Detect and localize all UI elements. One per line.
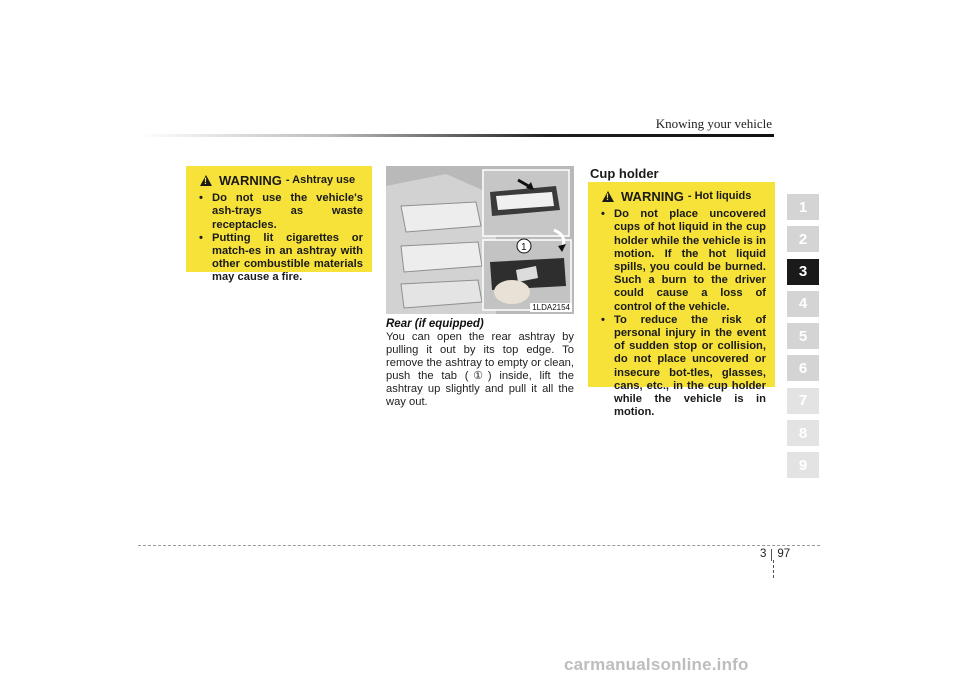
chapter-tab-2[interactable]: 2	[787, 226, 819, 252]
rear-ashtray-caption: Rear (if equipped)	[386, 318, 484, 330]
warning-item: • Do not use the vehicle's ash-trays as waste receptacles.	[196, 192, 363, 232]
warning-subject: - Ashtray use	[285, 174, 356, 186]
warning-word: WARNING	[219, 173, 282, 188]
chapter-tab-5[interactable]: 5	[787, 323, 819, 349]
warning-header	[598, 190, 766, 203]
chapter-tab-7[interactable]: 7	[787, 388, 819, 414]
warning-item: • Do not place uncovered cups of hot liquid in the cup holder while the vehicle is in motion. If the hot liquid spills, you could be burned. Such a burn to the driver could cause a loss of control of the vehicle.	[598, 208, 766, 314]
chapter-tab-9[interactable]: 9	[787, 452, 819, 478]
warning-box-ashtray	[186, 166, 372, 284]
chapter-tab-3[interactable]: 3	[787, 259, 819, 285]
footer-vertical-rule	[773, 560, 774, 578]
warning-subject: - Hot liquids	[687, 190, 752, 202]
photo-callout-number: 1	[521, 242, 527, 253]
warning-list	[598, 208, 766, 419]
cup-holder-title: Cup holder	[590, 166, 659, 181]
warning-header	[196, 174, 363, 187]
watermark: carmanualsonline.info	[564, 655, 749, 674]
warning-box-hot-liquids	[588, 182, 775, 419]
warning-list	[196, 192, 363, 284]
warning-word: WARNING	[621, 189, 684, 204]
chapter-tab-4[interactable]: 4	[787, 291, 819, 317]
warning-item: • Putting lit cigarettes or match-es in an ashtray with other combustible materials may cause a fire.	[196, 232, 363, 285]
page-header-title: Knowing your vehicle	[655, 116, 772, 131]
warning-item: • To reduce the risk of personal injury in the event of sudden stop or collision, do not place uncovered or insecure bot-tles, glasses, cans, etc., in the cup holder while the vehicle is in motion.	[598, 314, 766, 420]
header-rule	[138, 134, 774, 137]
chapter-tab-8[interactable]: 8	[787, 420, 819, 446]
rear-ashtray-body: You can open the rear ashtray by pulling it out by its top edge. To remove the ashtray to empty or clean, push the tab (①) inside, lift the ashtray up slightly and pull it all the way out.	[386, 331, 574, 408]
warning-triangle-icon	[602, 191, 614, 202]
chapter-tab-6[interactable]: 6	[787, 355, 819, 381]
page-index: 97	[777, 548, 791, 560]
footer-rule	[138, 545, 820, 546]
warning-triangle-icon	[200, 175, 212, 186]
page-chapter: 3	[760, 548, 767, 560]
page-number	[760, 548, 790, 561]
photo-code: 1LDA2154	[532, 303, 570, 312]
rear-ashtray-photo	[386, 166, 574, 314]
chapter-tabs	[787, 194, 819, 485]
ashtray-illustration	[386, 166, 574, 314]
chapter-tab-1[interactable]: 1	[787, 194, 819, 220]
